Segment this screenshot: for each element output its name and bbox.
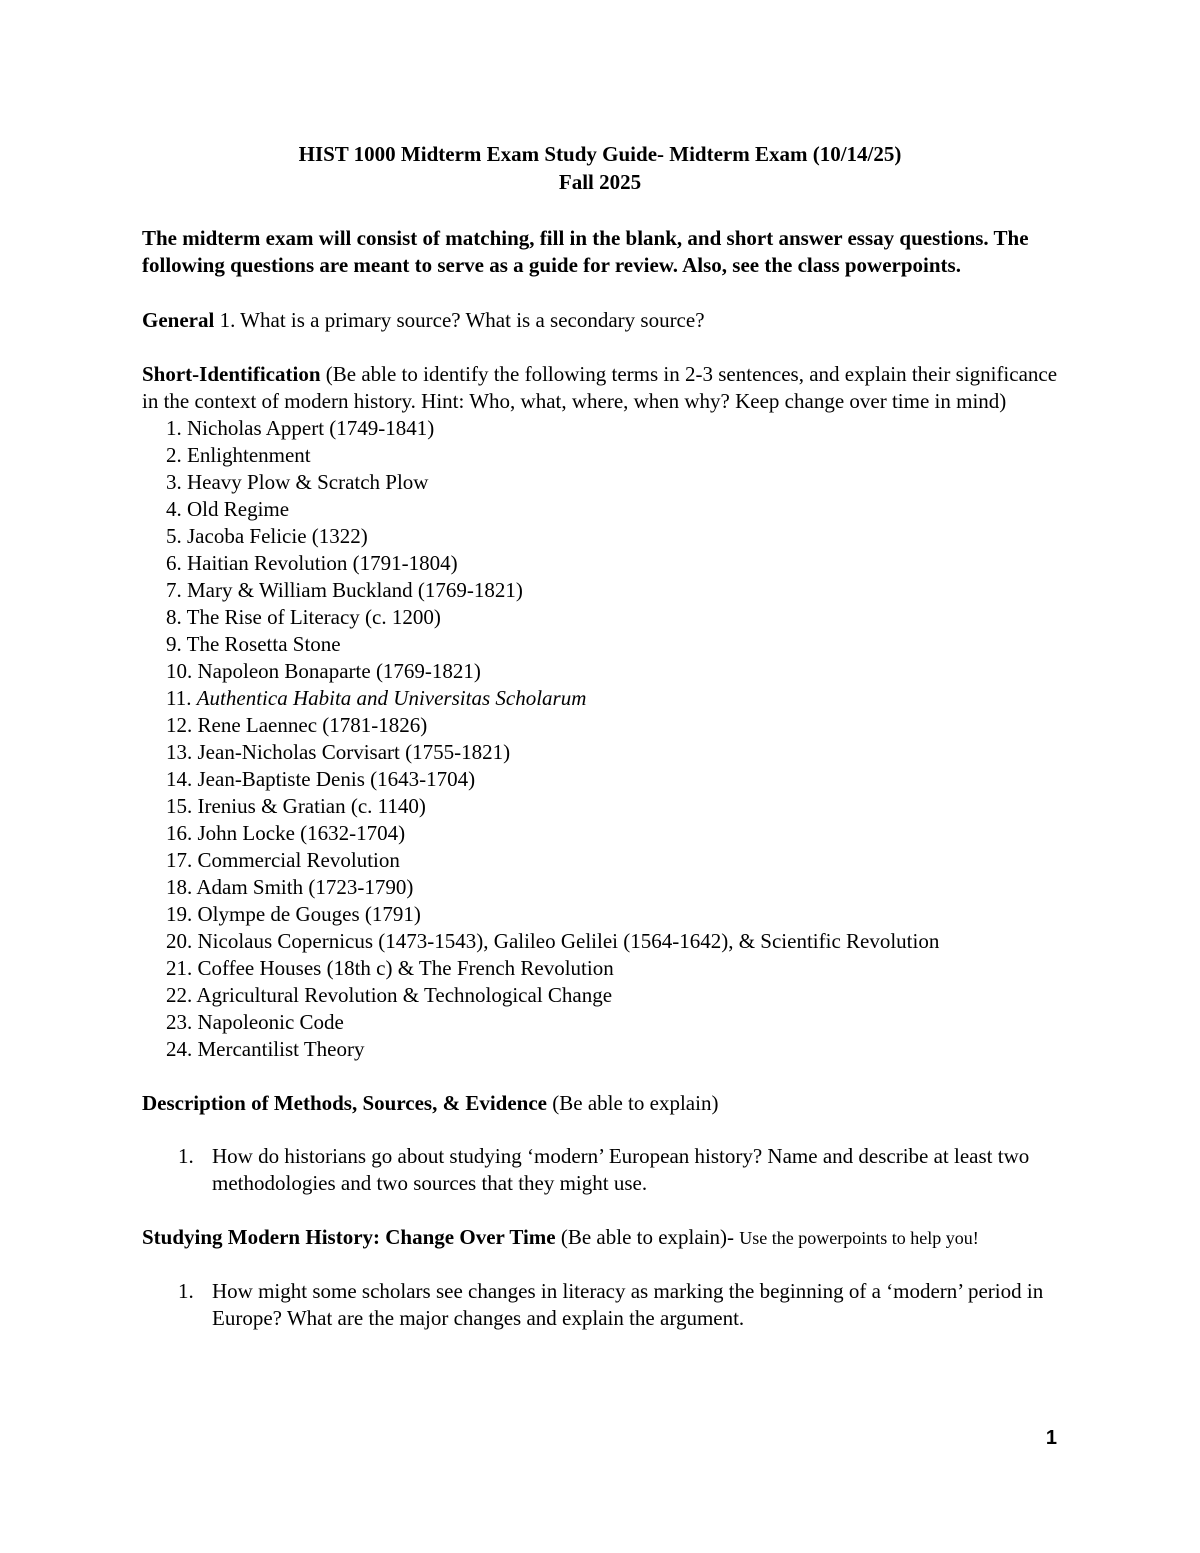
- term-number: 22.: [166, 983, 193, 1007]
- term-item: [166, 874, 1058, 901]
- term-text: Napoleonic Code: [197, 1010, 344, 1034]
- term-number: 20.: [166, 929, 193, 953]
- term-text: The Rise of Literacy (c. 1200): [186, 605, 441, 629]
- term-number: 7.: [166, 578, 182, 602]
- modern-history-note-small: Use the powerpoints to help you!: [739, 1228, 979, 1248]
- general-text: 1. What is a primary source? What is a secondary source?: [214, 308, 705, 332]
- term-text: Napoleon Bonaparte (1769-1821): [197, 659, 481, 683]
- methods-heading: [142, 1090, 1058, 1117]
- document-title: [142, 140, 1058, 196]
- term-text: Mercantilist Theory: [197, 1037, 365, 1061]
- term-text: Irenius & Gratian (c. 1140): [197, 794, 426, 818]
- term-item: [166, 577, 1058, 604]
- question-text: How might some scholars see changes in literacy as marking the beginning of a ‘modern’ period in Europe? What are the major changes and explain the argument.: [212, 1279, 1044, 1330]
- methods-questions: [142, 1143, 1058, 1197]
- term-number: 12.: [166, 713, 193, 737]
- term-item: [166, 685, 1058, 712]
- term-text: Nicholas Appert (1749-1841): [187, 416, 435, 440]
- term-number: 23.: [166, 1010, 193, 1034]
- term-item: [166, 820, 1058, 847]
- title-line-2: Fall 2025: [558, 170, 642, 194]
- document-body: [142, 140, 1058, 1332]
- term-item: [166, 1036, 1058, 1063]
- terms-list: [142, 415, 1058, 1063]
- term-text: Nicolaus Copernicus (1473-1543), Galileo Gelilei (1564-1642), & Scientific Revolution: [197, 929, 940, 953]
- term-number: 14.: [166, 767, 193, 791]
- term-number: 5.: [166, 524, 182, 548]
- term-item: [166, 793, 1058, 820]
- term-number: 16.: [166, 821, 193, 845]
- term-text: Coffee Houses (18th c) & The French Revolution: [197, 956, 614, 980]
- term-text: John Locke (1632-1704): [197, 821, 406, 845]
- modern-history-questions: [142, 1278, 1058, 1332]
- term-text: Jean-Nicholas Corvisart (1755-1821): [197, 740, 511, 764]
- term-item: [166, 847, 1058, 874]
- modern-history-label: Studying Modern History: Change Over Time: [142, 1225, 556, 1249]
- methods-section: [142, 1090, 1058, 1197]
- general-question: [142, 307, 1058, 334]
- term-item: [166, 415, 1058, 442]
- term-item: [166, 739, 1058, 766]
- methods-note: (Be able to explain): [547, 1091, 719, 1115]
- term-number: 8.: [166, 605, 182, 629]
- modern-history-section: [142, 1224, 1058, 1332]
- short-identification-section: [142, 361, 1058, 1063]
- term-item: [166, 658, 1058, 685]
- term-number: 15.: [166, 794, 193, 818]
- modern-history-heading: [142, 1224, 1058, 1252]
- term-number: 6.: [166, 551, 182, 575]
- term-item: [166, 496, 1058, 523]
- term-item: [166, 469, 1058, 496]
- term-item: [166, 442, 1058, 469]
- term-text: Olympe de Gouges (1791): [197, 902, 421, 926]
- term-number: 4.: [166, 497, 182, 521]
- intro-paragraph: The midterm exam will consist of matching, fill in the blank, and short answer essay questions. The following questions are meant to serve as a guide for review. Also, see the class powerpoints.: [142, 226, 1029, 277]
- term-item: [166, 1009, 1058, 1036]
- term-item: [166, 631, 1058, 658]
- methods-question: [142, 1143, 1058, 1197]
- term-number: 18.: [166, 875, 193, 899]
- term-number: 17.: [166, 848, 193, 872]
- term-text: Adam Smith (1723-1790): [196, 875, 414, 899]
- term-item: [166, 955, 1058, 982]
- term-text: The Rosetta Stone: [186, 632, 341, 656]
- term-text: Jean-Baptiste Denis (1643-1704): [197, 767, 476, 791]
- term-text: Mary & William Buckland (1769-1821): [187, 578, 523, 602]
- title-line-1: HIST 1000 Midterm Exam Study Guide- Midterm Exam (10/14/25): [298, 142, 902, 166]
- page-number: 1: [1045, 1427, 1057, 1449]
- question-number: 1.: [178, 1144, 194, 1168]
- term-text: Commercial Revolution: [197, 848, 400, 872]
- term-text: Agricultural Revolution & Technological Change: [196, 983, 613, 1007]
- short-identification-heading: [142, 361, 1058, 415]
- term-number: 1.: [166, 416, 182, 440]
- term-text: Authentica Habita and Universitas Scholarum: [196, 686, 587, 710]
- term-number: 3.: [166, 470, 182, 494]
- term-item: [166, 712, 1058, 739]
- term-number: 11.: [166, 686, 192, 710]
- term-text: Jacoba Felicie (1322): [187, 524, 368, 548]
- question-number: 1.: [178, 1279, 194, 1303]
- term-item: [166, 901, 1058, 928]
- term-number: 13.: [166, 740, 193, 764]
- methods-label: Description of Methods, Sources, & Evidence: [142, 1091, 547, 1115]
- modern-history-note: (Be able to explain)-: [555, 1225, 740, 1249]
- general-label: General: [142, 308, 215, 332]
- term-text: Rene Laennec (1781-1826): [197, 713, 428, 737]
- term-text: Old Regime: [187, 497, 290, 521]
- term-number: 9.: [166, 632, 182, 656]
- term-item: [166, 928, 1058, 955]
- short-identification-instructions: (Be able to identify the following terms in 2-3 sentences, and explain their significance in the context of modern history. Hint: Who, what, where, when why? Keep change over time in mind): [142, 362, 1058, 413]
- short-identification-label: Short-Identification: [142, 362, 321, 386]
- term-text: Enlightenment: [187, 443, 311, 467]
- modern-history-question: [142, 1278, 1058, 1332]
- term-text: Haitian Revolution (1791-1804): [187, 551, 458, 575]
- question-text: How do historians go about studying ‘modern’ European history? Name and describe at least two methodologies and two sources that they might use.: [212, 1144, 1030, 1195]
- term-number: 19.: [166, 902, 193, 926]
- term-item: [166, 766, 1058, 793]
- term-number: 10.: [166, 659, 193, 683]
- term-item: [166, 523, 1058, 550]
- term-number: 24.: [166, 1037, 193, 1061]
- term-number: 2.: [166, 443, 182, 467]
- term-number: 21.: [166, 956, 193, 980]
- term-item: [166, 604, 1058, 631]
- term-text: Heavy Plow & Scratch Plow: [187, 470, 429, 494]
- term-item: [166, 550, 1058, 577]
- term-item: [166, 982, 1058, 1009]
